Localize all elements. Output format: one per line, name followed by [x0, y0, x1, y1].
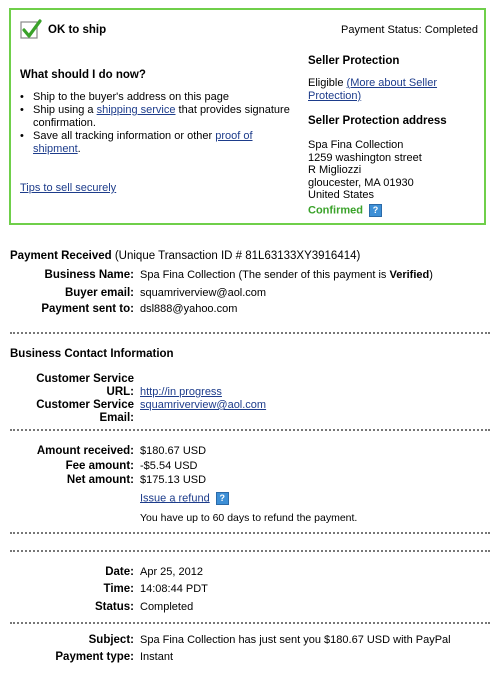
buyer-email-value: squamriverview@aol.com [140, 287, 267, 299]
verified-label: Verified [389, 269, 430, 281]
divider [10, 429, 490, 431]
transaction-id: (Unique Transaction ID # 81L63133XY3916414) [111, 250, 361, 262]
business-name-value [140, 269, 433, 281]
net-amount-value: $175.13 USD [140, 474, 207, 486]
bullet-text: . [77, 143, 81, 155]
time-value: 14:08:44 PDT [140, 583, 208, 595]
address-line: Spa Fina Collection [308, 139, 404, 151]
ok-to-ship-panel [9, 8, 486, 225]
confirmed-row [308, 204, 422, 217]
subject-label: Subject: [88, 634, 134, 646]
business-name-text: ) [429, 269, 433, 281]
fee-amount-label: Fee amount: [65, 460, 134, 472]
payment-status: Payment Status: Completed [341, 24, 478, 36]
time-label: Time: [103, 583, 134, 595]
more-about-seller-protection-link[interactable]: (More about Seller Protection) [308, 77, 438, 102]
tips-link[interactable]: Tips to sell securely [20, 182, 117, 194]
fee-amount-value: -$5.54 USD [140, 460, 198, 472]
proof-of-shipment-link[interactable]: proof of shipment [33, 130, 253, 155]
label-line: URL: [106, 386, 134, 398]
date-value: Apr 25, 2012 [140, 566, 203, 578]
what-to-do-heading: What should I do now? [20, 69, 146, 81]
business-name-text: Spa Fina Collection (The sender of this payment is [140, 269, 390, 281]
ok-title: OK to ship [48, 24, 107, 36]
address-line: R Migliozzi [308, 164, 362, 177]
bullet-text: that provides signature confirmation. [33, 104, 290, 129]
cs-email-link[interactable]: squamriverview@aol.com [140, 399, 267, 411]
confirmed-label: Confirmed [308, 204, 363, 217]
status-label: Status: [95, 601, 134, 613]
seller-protection-address-heading: Seller Protection address [308, 115, 447, 127]
instructions-list [20, 91, 295, 156]
label-line: Customer Service [36, 373, 134, 385]
cs-url-label [36, 373, 134, 399]
divider [10, 332, 490, 334]
address-line: United States [308, 189, 375, 202]
refund-container [140, 492, 229, 505]
label-line: Customer Service [36, 399, 134, 411]
list-item [20, 130, 295, 156]
bullet-text: Ship using a [33, 104, 97, 116]
label-line: Email: [99, 412, 134, 424]
subject-value: Spa Fina Collection has just sent you $180.67 USD with PayPal [140, 634, 451, 646]
divider [10, 550, 490, 552]
address-line: 1259 washington street [308, 151, 422, 164]
list-item [20, 104, 295, 130]
status-value: Completed [140, 601, 194, 613]
payment-type-label: Payment type: [55, 651, 134, 663]
cs-url-link[interactable]: http://in progress [140, 386, 222, 398]
list-item [20, 91, 295, 104]
business-contact-heading: Business Contact Information [10, 348, 174, 360]
divider [10, 532, 490, 534]
address-line: gloucester, MA 01930 [308, 176, 414, 189]
refund-note: You have up to 60 days to refund the payment. [140, 512, 358, 524]
shipping-service-link[interactable]: shipping service [96, 104, 176, 116]
payment-received-heading [10, 250, 360, 262]
bullet-text: Save all tracking information or other [33, 130, 216, 142]
issue-refund-link[interactable]: Issue a refund [140, 492, 210, 505]
payment-type-value: Instant [140, 651, 174, 663]
payment-sent-label: Payment sent to: [41, 303, 134, 315]
net-amount-label: Net amount: [66, 474, 134, 486]
business-name-label: Business Name: [44, 269, 134, 281]
divider [10, 622, 490, 624]
eligible-text: Eligible [308, 77, 347, 89]
buyer-email-label: Buyer email: [64, 287, 134, 299]
help-icon[interactable]: ? [369, 204, 382, 217]
date-label: Date: [105, 566, 134, 578]
amount-received-label: Amount received: [36, 445, 134, 457]
heading-bold: Payment Received [10, 250, 112, 262]
help-icon[interactable]: ? [216, 492, 229, 505]
seller-protection-address [308, 139, 422, 217]
checkbox-check-icon [20, 19, 42, 41]
seller-protection-eligibility [308, 77, 478, 103]
seller-protection-heading: Seller Protection [308, 55, 400, 67]
cs-email-label [36, 399, 134, 425]
amount-received-value: $180.67 USD [140, 445, 207, 457]
bullet-text: Ship to the buyer's address on this page [33, 91, 229, 103]
payment-sent-value: dsl888@yahoo.com [140, 303, 238, 315]
